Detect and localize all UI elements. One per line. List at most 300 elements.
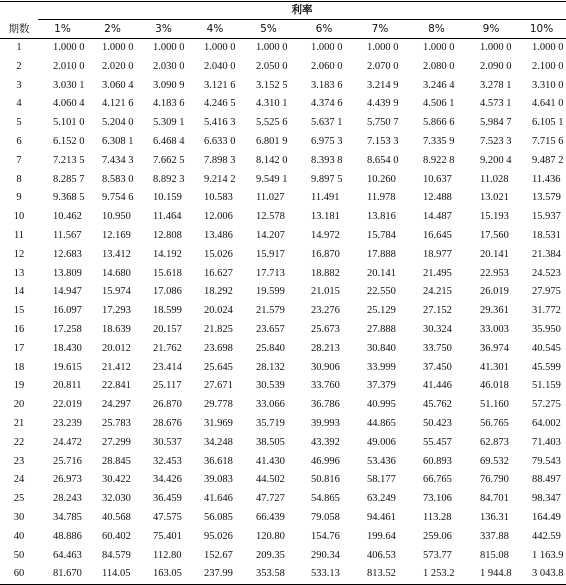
value-cell: 13.021 — [480, 192, 509, 204]
rate-header: 6% — [296, 20, 352, 39]
value-cell: 28.845 — [102, 455, 131, 467]
table-row — [0, 471, 566, 490]
table-row — [0, 340, 566, 359]
rate-header: 9% — [465, 20, 517, 39]
table-row — [0, 171, 566, 190]
value-cell: 15.618 — [153, 267, 182, 279]
value-cell: 35.719 — [256, 417, 285, 429]
value-cell: 60.402 — [102, 530, 131, 542]
value-cell: 94.461 — [367, 511, 396, 523]
value-cell: 16.645 — [423, 229, 452, 241]
value-cell: 54.865 — [311, 493, 340, 505]
value-cell: 17.258 — [53, 323, 82, 335]
value-cell: 51.160 — [480, 399, 509, 411]
value-cell: 64.002 — [532, 417, 561, 429]
value-cell: 1.000 0 — [311, 42, 343, 53]
value-cell: 71.403 — [532, 436, 561, 448]
value-cell: 60.893 — [423, 455, 452, 467]
period-cell: 21 — [13, 417, 25, 429]
value-cell: 27.671 — [204, 380, 233, 392]
value-cell: 1.000 0 — [367, 42, 399, 53]
value-cell: 33.066 — [256, 399, 285, 411]
value-cell: 5.866 6 — [423, 117, 455, 129]
value-cell: 1.000 0 — [423, 42, 455, 53]
value-cell: 22.953 — [480, 267, 509, 279]
value-cell: 84.701 — [480, 493, 509, 505]
value-cell: 1.000 0 — [153, 42, 185, 53]
table-row — [0, 565, 566, 584]
value-cell: 259.06 — [423, 530, 452, 542]
value-cell: 20.024 — [204, 305, 233, 317]
value-cell: 10.637 — [423, 173, 452, 185]
value-cell: 18.639 — [102, 323, 131, 335]
value-cell: 98.347 — [532, 493, 561, 505]
value-cell: 164.49 — [532, 511, 561, 523]
value-cell: 15.974 — [102, 286, 131, 298]
table-row — [0, 152, 566, 171]
value-cell: 7.153 3 — [367, 135, 399, 147]
value-cell: 24.523 — [532, 267, 561, 279]
value-cell: 19.615 — [53, 361, 82, 373]
value-cell: 9.487 2 — [532, 154, 564, 166]
value-cell: 13.579 — [532, 192, 561, 204]
value-cell: 25.129 — [367, 305, 396, 317]
value-cell: 120.80 — [256, 530, 285, 542]
table-row — [0, 509, 566, 528]
value-cell: 3 043.8 — [517, 565, 566, 584]
period-header: 期数 — [0, 20, 38, 39]
value-cell: 95.026 — [204, 530, 233, 542]
value-cell: 26.019 — [480, 286, 509, 298]
value-cell: 1 944.8 — [465, 565, 517, 584]
value-cell: 30.537 — [153, 436, 182, 448]
period-cell: 3 — [16, 79, 22, 91]
value-cell: 20.141 — [480, 248, 509, 260]
value-cell: 41.446 — [423, 380, 452, 392]
table-row — [0, 359, 566, 378]
value-cell: 9.897 5 — [311, 173, 343, 185]
value-cell: 4.439 9 — [367, 98, 399, 110]
value-cell: 14.972 — [311, 229, 340, 241]
value-cell: 17.293 — [102, 305, 131, 317]
value-cell: 75.401 — [153, 530, 182, 542]
value-cell: 32.030 — [102, 493, 131, 505]
value-cell: 23.414 — [153, 361, 182, 373]
period-cell: 1 — [16, 42, 22, 53]
value-cell: 1.000 0 — [532, 42, 564, 53]
value-cell: 15.193 — [480, 211, 509, 223]
value-cell: 33.760 — [311, 380, 340, 392]
value-cell: 9.368 5 — [53, 192, 85, 204]
value-cell: 3.183 6 — [311, 79, 343, 91]
value-cell: 13.181 — [311, 211, 340, 223]
value-cell: 7.335 9 — [423, 135, 455, 147]
value-cell: 35.950 — [532, 323, 561, 335]
value-cell: 6.801 9 — [256, 135, 288, 147]
value-cell: 46.018 — [480, 380, 509, 392]
value-cell: 6.105 1 — [532, 117, 564, 129]
value-cell: 1.000 0 — [480, 42, 512, 53]
value-cell: 7.523 3 — [480, 135, 512, 147]
period-cell: 8 — [16, 173, 22, 185]
value-cell: 25.117 — [153, 380, 182, 392]
table-row — [0, 321, 566, 340]
value-cell: 11.567 — [53, 229, 82, 241]
value-cell: 23.239 — [53, 417, 82, 429]
value-cell: 2.050 0 — [256, 60, 288, 72]
value-cell: 24.215 — [423, 286, 452, 298]
value-cell: 14.207 — [256, 229, 285, 241]
value-cell: 38.505 — [256, 436, 285, 448]
value-cell: 26.973 — [53, 474, 82, 486]
value-cell: 16.627 — [204, 267, 233, 279]
value-cell: 4.183 6 — [153, 98, 185, 110]
value-cell: 2.070 0 — [367, 60, 399, 72]
value-cell: 9.214 2 — [204, 173, 236, 185]
period-cell: 17 — [13, 342, 25, 354]
value-cell: 152.67 — [204, 549, 233, 561]
value-cell: 63.249 — [367, 493, 396, 505]
future-value-annuity-table — [0, 1, 566, 585]
value-cell: 9.754 6 — [102, 192, 134, 204]
value-cell: 22.841 — [102, 380, 131, 392]
value-cell: 113.28 — [423, 511, 452, 523]
period-cell: 5 — [16, 117, 22, 129]
table-row — [0, 453, 566, 472]
value-cell: 45.599 — [532, 361, 561, 373]
value-cell: 8.922 8 — [423, 154, 455, 166]
period-cell: 6 — [16, 135, 22, 147]
value-cell: 8.142 0 — [256, 154, 288, 166]
table-row — [0, 208, 566, 227]
value-cell: 21.762 — [153, 342, 182, 354]
value-cell: 815.08 — [480, 549, 509, 561]
value-cell: 2.020 0 — [102, 60, 134, 72]
rate-header: 2% — [87, 20, 138, 39]
value-cell: 3.214 9 — [367, 79, 399, 91]
value-cell: 12.488 — [423, 192, 452, 204]
period-cell: 16 — [13, 323, 25, 335]
period-cell: 50 — [13, 549, 25, 561]
value-cell: 8.285 7 — [53, 173, 85, 185]
value-cell: 20.012 — [102, 342, 131, 354]
value-cell: 44.865 — [367, 417, 396, 429]
value-cell: 813.52 — [352, 565, 408, 584]
period-cell: 20 — [13, 399, 25, 411]
value-cell: 79.058 — [311, 511, 340, 523]
table-row — [0, 434, 566, 453]
value-cell: 32.453 — [153, 455, 182, 467]
value-cell: 2.010 0 — [53, 60, 85, 72]
rate-header: 5% — [241, 20, 296, 39]
value-cell: 13.809 — [53, 267, 82, 279]
value-cell: 337.88 — [480, 530, 509, 542]
value-cell: 12.578 — [256, 211, 285, 223]
table-row — [0, 302, 566, 321]
table-row — [0, 246, 566, 265]
rate-header: 8% — [408, 20, 465, 39]
value-cell: 62.873 — [480, 436, 509, 448]
value-cell: 40.545 — [532, 342, 561, 354]
value-cell: 64.463 — [53, 549, 82, 561]
rate-header: 10% — [517, 20, 566, 39]
value-cell: 28.213 — [311, 342, 340, 354]
value-cell: 7.898 3 — [204, 154, 236, 166]
value-cell: 30.840 — [367, 342, 396, 354]
value-cell: 10.462 — [53, 211, 82, 223]
value-cell: 25.673 — [311, 323, 340, 335]
value-cell: 36.786 — [311, 399, 340, 411]
value-cell: 3.090 9 — [153, 79, 185, 91]
value-cell: 4.060 4 — [53, 98, 85, 110]
value-cell: 6.975 3 — [311, 135, 343, 147]
value-cell: 7.434 3 — [102, 154, 134, 166]
table-row — [0, 377, 566, 396]
value-cell: 73.106 — [423, 493, 452, 505]
value-cell: 25.716 — [53, 455, 82, 467]
value-cell: 3.278 1 — [480, 79, 512, 91]
value-cell: 3.310 0 — [532, 79, 564, 91]
table-row — [0, 396, 566, 415]
table-row — [0, 265, 566, 284]
value-cell: 31.969 — [204, 417, 233, 429]
value-cell: 66.439 — [256, 511, 285, 523]
value-cell: 3.121 6 — [204, 79, 236, 91]
value-cell: 69.532 — [480, 455, 509, 467]
period-cell: 24 — [13, 474, 25, 486]
value-cell: 10.583 — [204, 192, 233, 204]
value-cell: 21.495 — [423, 267, 452, 279]
value-cell: 3.060 4 — [102, 79, 134, 91]
value-cell: 13.816 — [367, 211, 396, 223]
value-cell: 14.192 — [153, 248, 182, 260]
period-cell: 4 — [16, 98, 22, 110]
value-cell: 4.310 1 — [256, 98, 288, 110]
table-row — [0, 547, 566, 566]
value-cell: 34.785 — [53, 511, 82, 523]
value-cell: 56.765 — [480, 417, 509, 429]
table-row — [0, 39, 566, 58]
value-cell: 11.027 — [256, 192, 285, 204]
value-cell: 18.882 — [311, 267, 340, 279]
value-cell: 25.840 — [256, 342, 285, 354]
value-cell: 57.275 — [532, 399, 561, 411]
value-cell: 18.599 — [153, 305, 182, 317]
value-cell: 56.085 — [204, 511, 233, 523]
value-cell: 1.000 0 — [102, 42, 134, 53]
value-cell: 53.436 — [367, 455, 396, 467]
value-cell: 1 163.9 — [532, 549, 564, 561]
period-cell: 25 — [13, 493, 25, 505]
value-cell: 46.996 — [311, 455, 340, 467]
value-cell: 40.995 — [367, 399, 396, 411]
value-cell: 20.141 — [367, 267, 396, 279]
value-cell: 12.683 — [53, 248, 82, 260]
value-cell: 36.459 — [153, 493, 182, 505]
interest-rate-group-header: 利率 — [38, 2, 566, 20]
value-cell: 84.579 — [102, 549, 131, 561]
value-cell: 1.000 0 — [53, 42, 85, 53]
value-cell: 11.491 — [311, 192, 340, 204]
value-cell: 30.539 — [256, 380, 285, 392]
value-cell: 36.618 — [204, 455, 233, 467]
value-cell: 10.950 — [102, 211, 131, 223]
value-cell: 5.101 0 — [53, 117, 85, 129]
value-cell: 12.006 — [204, 211, 233, 223]
period-cell: 14 — [13, 286, 25, 298]
value-cell: 28.132 — [256, 361, 285, 373]
value-cell: 2.090 0 — [480, 60, 512, 72]
period-header-spacer — [0, 2, 38, 20]
value-cell: 18.977 — [423, 248, 452, 260]
value-cell: 29.778 — [204, 399, 233, 411]
value-cell: 27.975 — [532, 286, 561, 298]
value-cell: 353.58 — [241, 565, 296, 584]
value-cell: 31.772 — [532, 305, 561, 317]
value-cell: 50.423 — [423, 417, 452, 429]
value-cell: 30.324 — [423, 323, 452, 335]
value-cell: 22.550 — [367, 286, 396, 298]
value-cell: 17.086 — [153, 286, 182, 298]
value-cell: 66.765 — [423, 474, 452, 486]
period-cell: 18 — [13, 361, 25, 373]
value-cell: 33.003 — [480, 323, 509, 335]
value-cell: 12.808 — [153, 229, 182, 241]
value-cell: 3.152 5 — [256, 79, 288, 91]
value-cell: 21.015 — [311, 286, 340, 298]
value-cell: 1.000 0 — [204, 42, 236, 53]
value-cell: 9.549 1 — [256, 173, 288, 185]
value-cell: 199.64 — [367, 530, 396, 542]
value-cell: 29.361 — [480, 305, 509, 317]
value-cell: 37.450 — [423, 361, 452, 373]
value-cell: 6.468 4 — [153, 135, 185, 147]
table-row — [0, 528, 566, 547]
period-cell: 9 — [16, 192, 22, 204]
value-cell: 573.77 — [423, 549, 452, 561]
value-cell: 8.892 3 — [153, 173, 185, 185]
value-cell: 39.993 — [311, 417, 340, 429]
value-cell: 4.121 6 — [102, 98, 134, 110]
value-cell: 17.560 — [480, 229, 509, 241]
value-cell: 21.384 — [532, 248, 561, 260]
value-cell: 5.309 1 — [153, 117, 185, 129]
value-cell: 11.464 — [153, 211, 182, 223]
value-cell: 88.497 — [532, 474, 561, 486]
value-cell: 23.657 — [256, 323, 285, 335]
value-cell: 33.750 — [423, 342, 452, 354]
value-cell: 51.159 — [532, 380, 561, 392]
table-row — [0, 133, 566, 152]
value-cell: 24.472 — [53, 436, 82, 448]
period-cell: 10 — [13, 211, 25, 223]
value-cell: 6.152 0 — [53, 135, 85, 147]
period-cell: 22 — [13, 436, 25, 448]
value-cell: 112.80 — [153, 549, 182, 561]
table-row — [0, 77, 566, 96]
value-cell: 6.633 0 — [204, 135, 236, 147]
value-cell: 30.422 — [102, 474, 131, 486]
value-cell: 17.713 — [256, 267, 285, 279]
table-row — [0, 227, 566, 246]
value-cell: 22.019 — [53, 399, 82, 411]
value-cell: 21.579 — [256, 305, 285, 317]
value-cell: 13.412 — [102, 248, 131, 260]
value-cell: 5.525 6 — [256, 117, 288, 129]
table-row — [0, 490, 566, 509]
value-cell: 25.645 — [204, 361, 233, 373]
table-row — [0, 415, 566, 434]
value-cell: 2.030 0 — [153, 60, 185, 72]
value-cell: 41.430 — [256, 455, 285, 467]
period-cell: 13 — [13, 267, 25, 279]
value-cell: 14.947 — [53, 286, 82, 298]
value-cell: 3.030 1 — [53, 79, 85, 91]
value-cell: 16.870 — [311, 248, 340, 260]
period-cell: 7 — [16, 154, 22, 166]
value-cell: 27.299 — [102, 436, 131, 448]
period-cell: 19 — [13, 380, 25, 392]
value-cell: 25.783 — [102, 417, 131, 429]
value-cell: 79.543 — [532, 455, 561, 467]
value-cell: 43.392 — [311, 436, 340, 448]
value-cell: 28.676 — [153, 417, 182, 429]
rate-header: 1% — [38, 20, 87, 39]
value-cell: 15.917 — [256, 248, 285, 260]
value-cell: 40.568 — [102, 511, 131, 523]
value-cell: 27.888 — [367, 323, 396, 335]
value-cell: 49.006 — [367, 436, 396, 448]
value-cell: 28.243 — [53, 493, 82, 505]
period-cell: 30 — [13, 511, 25, 523]
value-cell: 48.886 — [53, 530, 82, 542]
value-cell: 12.169 — [102, 229, 131, 241]
value-cell: 8.654 0 — [367, 154, 399, 166]
period-cell: 11 — [13, 229, 25, 241]
value-cell: 2.100 0 — [532, 60, 564, 72]
period-cell: 40 — [13, 530, 25, 542]
value-cell: 15.937 — [532, 211, 561, 223]
period-cell: 23 — [13, 455, 25, 467]
value-cell: 4.246 5 — [204, 98, 236, 110]
value-cell: 533.13 — [296, 565, 352, 584]
value-cell: 81.670 — [38, 565, 87, 584]
value-cell: 5.637 1 — [311, 117, 343, 129]
value-cell: 26.870 — [153, 399, 182, 411]
value-cell: 5.984 7 — [480, 117, 512, 129]
value-cell: 50.816 — [311, 474, 340, 486]
value-cell: 45.762 — [423, 399, 452, 411]
value-cell: 58.177 — [367, 474, 396, 486]
rate-header: 4% — [189, 20, 241, 39]
value-cell: 21.412 — [102, 361, 131, 373]
value-cell: 76.790 — [480, 474, 509, 486]
value-cell: 5.750 7 — [367, 117, 399, 129]
value-cell: 1.000 0 — [256, 42, 288, 53]
rate-header: 3% — [138, 20, 189, 39]
value-cell: 15.784 — [367, 229, 396, 241]
value-cell: 24.297 — [102, 399, 131, 411]
value-cell: 8.393 8 — [311, 154, 343, 166]
value-cell: 2.080 0 — [423, 60, 455, 72]
rate-header: 7% — [352, 20, 408, 39]
value-cell: 154.76 — [311, 530, 340, 542]
value-cell: 13.486 — [204, 229, 233, 241]
table-row — [0, 283, 566, 302]
value-cell: 4.506 1 — [423, 98, 455, 110]
value-cell: 209.35 — [256, 549, 285, 561]
value-cell: 4.641 0 — [532, 98, 564, 110]
